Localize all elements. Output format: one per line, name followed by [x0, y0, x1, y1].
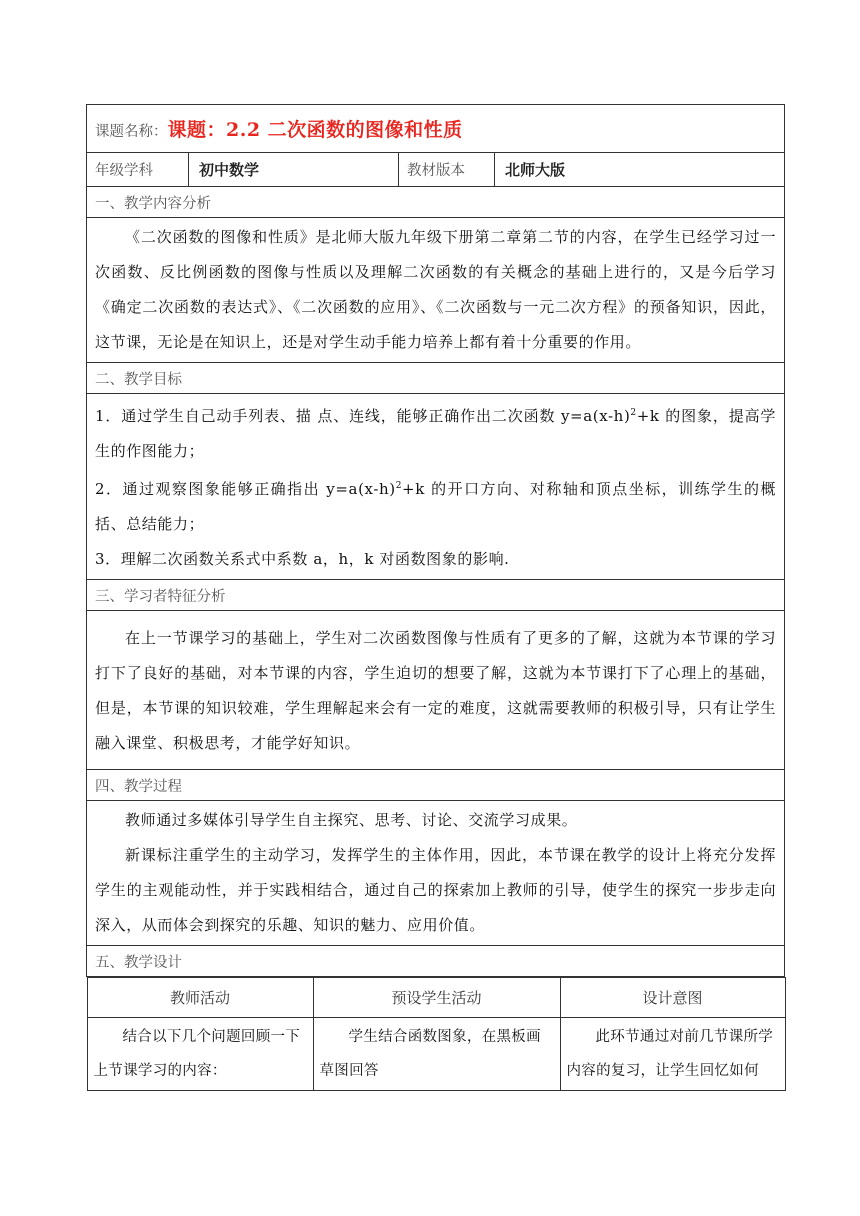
section-2-header-row [87, 363, 785, 394]
grade-label: 年级学科 [87, 153, 189, 187]
section-heading-process: 四、教学过程 [87, 770, 785, 801]
design-header-row [87, 978, 785, 1018]
objective-3: 3．理解二次函数关系式中系数 a，h，k 对函数图象的影响. [95, 550, 510, 568]
title-row [87, 105, 785, 153]
grade-value: 初中数学 [189, 153, 399, 187]
info-row [87, 153, 785, 187]
section-heading-learner-analysis: 三、学习者特征分析 [87, 580, 785, 611]
section-5-header-row [87, 946, 785, 977]
objective-1: 1．通过学生自己动手列表、描 点、连线，能够正确作出二次函数 $y=a(x-h)^2+k$ 的图象，提高学生的作图能力； [95, 407, 777, 460]
col-student-activity: 预设学生活动 [313, 978, 560, 1018]
section-heading-design: 五、教学设计 [87, 946, 785, 977]
lesson-title: 课题：2.2 二次函数的图像和性质 [167, 119, 463, 141]
content-analysis-text: 《二次函数的图像和性质》是北师大版九年级下册第二章第二节的内容，在学生已经学习过一次函数、反比例函数的图像与性质以及理解二次函数的有关概念的基础上进行的，又是今后学习《确定二次函数的表达式》、《二次函数的应用》、《二次函数与一元二次方程》的预备知识，因此，这节课，无论是在知识上，还是对学生动手能力培养上都有着十分重要的作用。 [87, 218, 785, 363]
lesson-plan [86, 104, 784, 1091]
title-label: 课题名称： [95, 124, 168, 140]
section-3-header-row [87, 580, 785, 611]
design-intent-cell: 此环节通过对前几节课所学内容的复习，让学生回忆如何 [560, 1018, 785, 1091]
section-heading-objectives: 二、教学目标 [87, 363, 785, 394]
section-1-header-row [87, 187, 785, 218]
objective-2: 2．通过观察图象能够正确指出 $y=a(x-h)^2+k$ 的开口方向、对称轴和顶点坐标，训练学生的概括、总结能力； [95, 480, 777, 533]
edition-label: 教材版本 [399, 153, 495, 187]
learner-analysis-text: 在上一节课学习的基础上，学生对二次函数图像与性质有了更多的了解，这就为本节课的学习打下了良好的基础，对本节课的内容，学生迫切的想要了解，这就为本节课打下了心理上的基础，但是，本节课的知识较难，学生理解起来会有一定的难度，这就需要教师的积极引导，只有让学生融入课堂、积极思考，才能学好知识。 [87, 611, 785, 770]
table-row [87, 1018, 785, 1091]
process-paragraph-1: 教师通过多媒体引导学生自主探究、思考、讨论、交流学习成果。 [125, 811, 578, 829]
col-teacher-activity: 教师活动 [87, 978, 313, 1018]
col-design-intent: 设计意图 [560, 978, 785, 1018]
section-2-body-row [87, 394, 785, 580]
section-4-body-row [87, 801, 785, 946]
section-1-body-row [87, 218, 785, 363]
section-4-header-row [87, 770, 785, 801]
process-paragraph-2: 新课标注重学生的主动学习，发挥学生的主体作用，因此，本节课在教学的设计上将充分发挥学生的主观能动性，并于实践相结合，通过自己的探索加上教师的引导，使学生的探究一步步走向深入，从而体会到探究的乐趣、知识的魅力、应用价值。 [95, 846, 777, 934]
section-3-body-row [87, 611, 785, 770]
design-table [87, 977, 786, 1091]
edition-value: 北师大版 [495, 153, 785, 187]
student-activity-cell: 学生结合函数图象，在黑板画草图回答 [313, 1018, 560, 1091]
section-heading-content-analysis: 一、教学内容分析 [87, 187, 785, 218]
teacher-activity-cell: 结合以下几个问题回顾一下上节课学习的内容： [87, 1018, 313, 1091]
section-5-body-row [87, 977, 785, 1092]
lesson-plan-table [86, 104, 785, 1091]
